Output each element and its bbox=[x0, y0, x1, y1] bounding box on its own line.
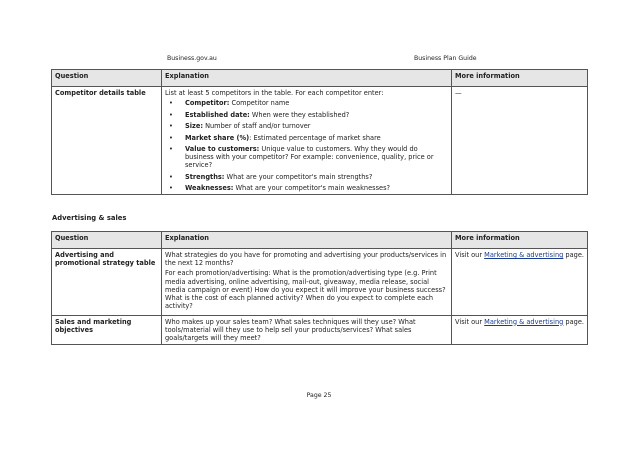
header-site: Business.gov.au bbox=[167, 55, 217, 62]
more-info-cell: Visit our Marketing & advertising page. bbox=[452, 315, 588, 345]
col-header-question: Question bbox=[52, 232, 162, 249]
bullet-icon: • bbox=[169, 172, 173, 181]
table-row bbox=[52, 315, 588, 345]
more-info-cell: — bbox=[452, 87, 588, 195]
col-header-more-info: More information bbox=[452, 70, 588, 87]
list-item: • Strengths: What are your competitor's main strengths? bbox=[169, 172, 373, 181]
question-cell: Advertising and promotional strategy table bbox=[52, 249, 162, 316]
list-item: • Market share (%): Estimated percentage of market share bbox=[169, 133, 381, 142]
explanation-intro: List at least 5 competitors in the table. For each competitor enter: bbox=[165, 89, 384, 97]
section-title: Advertising & sales bbox=[52, 214, 127, 222]
bullet-icon: • bbox=[169, 99, 173, 108]
question-cell: Competitor details table bbox=[52, 87, 162, 195]
marketing-advertising-link[interactable]: Marketing & advertising bbox=[484, 251, 564, 259]
explanation-paragraph: Who makes up your sales team? What sales techniques will they use? What tools/material will they use to help sell your products/services? What sales goals/targets will they meet? bbox=[165, 317, 416, 343]
list-item: • Size: Number of staff and/or turnover bbox=[169, 122, 311, 131]
more-info-cell: Visit our Marketing & advertising page. bbox=[452, 249, 588, 316]
list-item: • Value to customers: Unique value to customers. Why they would do business with your competitor? For example: convenience, quality, price or service? bbox=[169, 144, 434, 170]
table-row bbox=[52, 249, 588, 316]
col-header-explanation: Explanation bbox=[162, 70, 452, 87]
bullet-icon: • bbox=[169, 110, 173, 119]
header-guide-title: Business Plan Guide bbox=[414, 55, 477, 62]
explanation-paragraph: For each promotion/advertising: What is the promotion/advertising type (e.g. Print media advertising, online advertising, mail-out, giveaway, media release, social media campaign or event) How do you expect it will improve your business success? What is the cost of each planned activity? When do you expect to complete each activity? bbox=[165, 269, 446, 311]
col-header-question: Question bbox=[52, 70, 162, 87]
table-header-row bbox=[52, 232, 588, 249]
list-item: • Competitor: Competitor name bbox=[169, 99, 290, 108]
question-cell: Sales and marketing objectives bbox=[52, 315, 162, 345]
explanation-cell bbox=[162, 315, 452, 345]
col-header-more-info: More information bbox=[452, 232, 588, 249]
list-item: • Established date: When were they established? bbox=[169, 110, 350, 119]
competitor-field-list bbox=[165, 99, 448, 192]
explanation-cell bbox=[162, 249, 452, 316]
page-number: Page 25 bbox=[306, 392, 332, 399]
advertising-table bbox=[51, 231, 588, 345]
explanation-paragraph: What strategies do you have for promoting and advertising your products/services in the next 12 months? bbox=[165, 251, 447, 268]
table-header-row bbox=[52, 70, 588, 87]
list-item: • Weaknesses: What are your competitor's main weaknesses? bbox=[169, 184, 390, 193]
bullet-icon: • bbox=[169, 144, 173, 153]
col-header-explanation: Explanation bbox=[162, 232, 452, 249]
table-row bbox=[52, 87, 588, 195]
bullet-icon: • bbox=[169, 133, 173, 142]
explanation-cell bbox=[162, 87, 452, 195]
competitor-table bbox=[51, 69, 588, 195]
bullet-icon: • bbox=[169, 122, 173, 131]
bullet-icon: • bbox=[169, 184, 173, 193]
marketing-advertising-link[interactable]: Marketing & advertising bbox=[484, 317, 564, 326]
